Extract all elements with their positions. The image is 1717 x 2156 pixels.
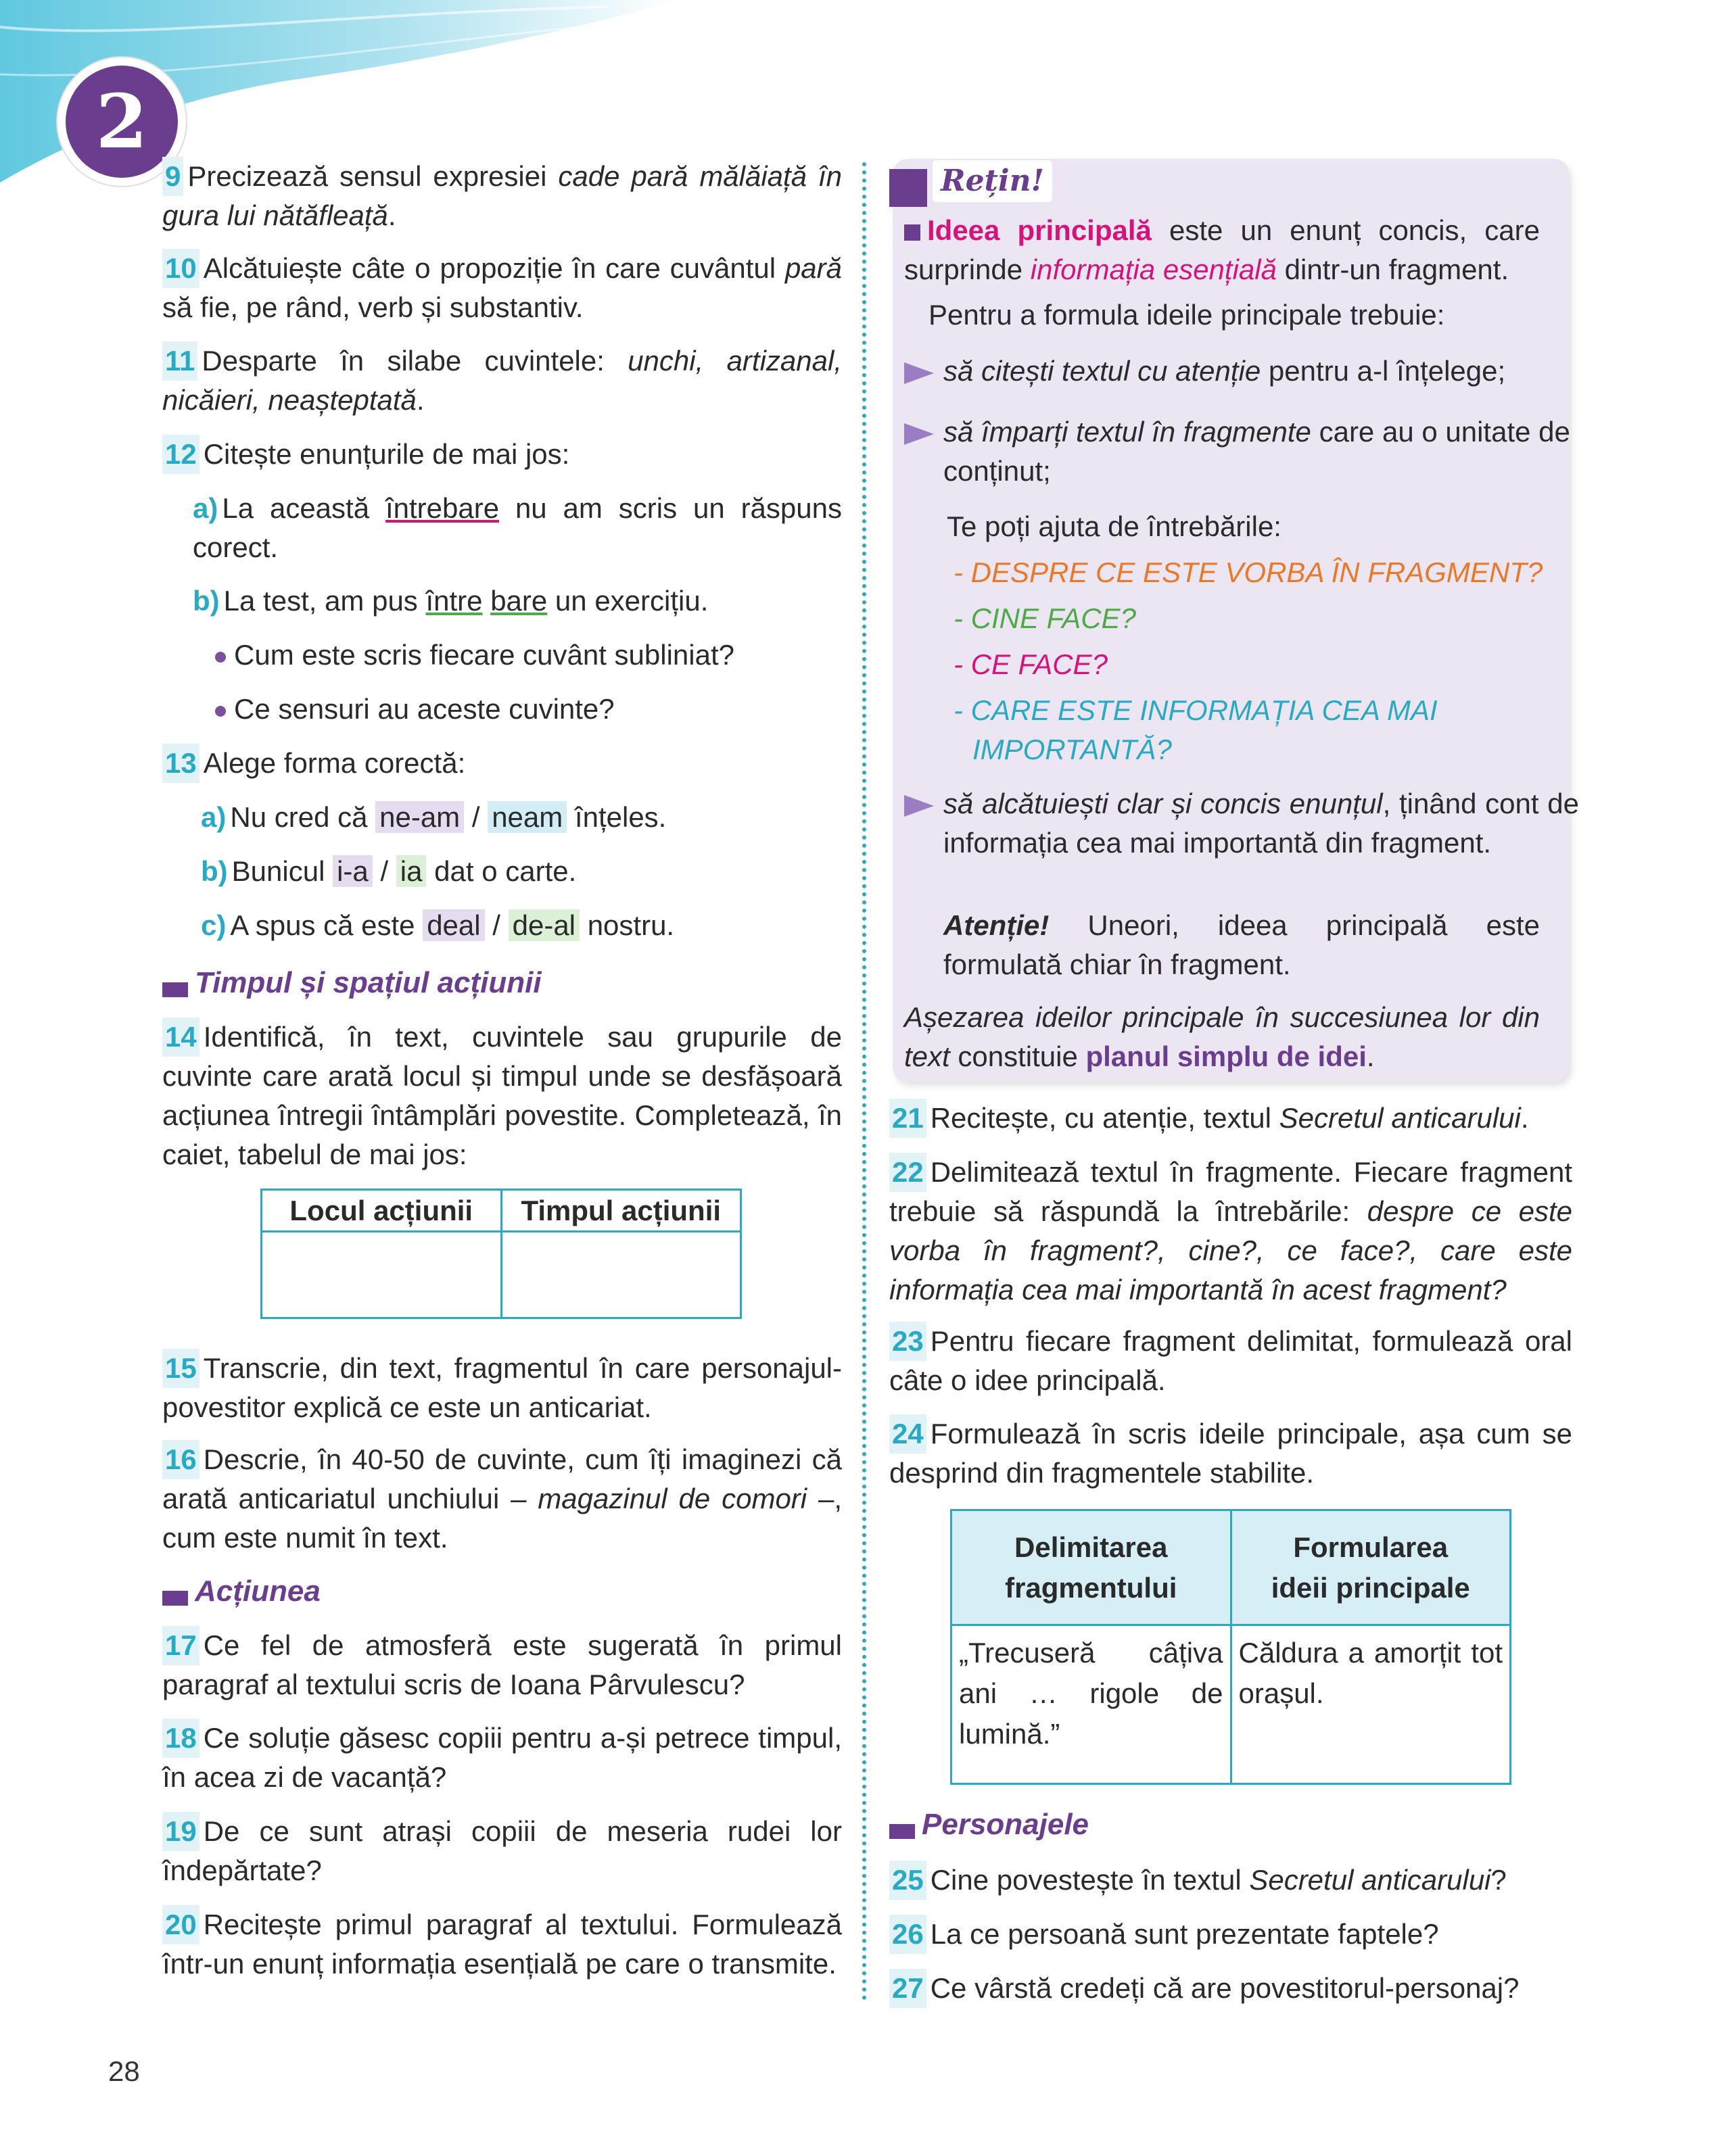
question-10: 10 Alcătuiește câte o propoziție în care cuvântul pară să fie, pe rând, verb și substantiv. [162, 249, 842, 327]
section-heading-action: Acțiunea [162, 1572, 839, 1618]
retin-step-2: să împarți textul în fragmente care au o unitate de conținut; [904, 412, 1579, 491]
question-21: 21 Recitește, cu atenție, textul Secretul anticarului. [889, 1099, 1572, 1138]
retin-question-b: - CINE FACE? [954, 602, 1136, 634]
retin-step-3: să alcătuiești clar și concis enunțul, ținând cont de informația cea mai importantă din fragment. [904, 784, 1579, 863]
question-12-b: b) La test, am pus între bare un exercițiu. [193, 585, 709, 617]
question-13-b: b) Bunicul i-a / ia dat o carte. [201, 855, 577, 887]
table-header-place: Locul acțiunii [262, 1190, 502, 1232]
question-22: 22 Delimitează textul în fragmente. Fiecare fragment trebuie să răspundă la întrebările: despre ce este vorba în fragment?, cine?, ce face?, care este informația cea mai importantă în acest fragment? [889, 1153, 1572, 1310]
question-13: 13 Alege forma corectă: [162, 744, 842, 783]
question-26: 26 La ce persoană sunt prezentate faptele? [889, 1915, 1572, 1954]
question-16: 16 Descrie, în 40-50 de cuvinte, cum îți imaginezi că arată anticariatul unchiului – magazinul de comori –, cum este numit în text. [162, 1440, 842, 1558]
question-20: 20 Recitește primul paragraf al textului. Formulează într-un enunț informația esențială pe care o transmite. [162, 1905, 842, 1984]
question-12-a: a) La această întrebare nu am scris un răspuns corect. [193, 492, 842, 563]
retin-help: Te poți ajuta de întrebările: [947, 510, 1281, 542]
table-cell-time [501, 1232, 741, 1318]
question-11: 11 Desparte în silabe cuvintele: unchi, artizanal, nicăieri, neașteptată. [162, 341, 842, 420]
retin-final: Așezarea ideilor principale în succesiunea lor din text constituie planul simplu de idei. [904, 1001, 1540, 1072]
question-12-bullet-1: Cum este scris fiecare cuvânt subliniat? [215, 636, 824, 675]
table-header-time: Timpul acțiunii [501, 1190, 741, 1232]
question-12: 12 Citește enunțurile de mai jos: [162, 435, 842, 474]
question-17: 17 Ce fel de atmosferă este sugerată în primul paragraf al textului scris de Ioana Pârvulescu? [162, 1626, 842, 1704]
column-divider [862, 162, 866, 2001]
question-23: 23 Pentru fiecare fragment delimitat, formulează oral câte o idee principală. [889, 1322, 1572, 1400]
table-header-formulation: Formularea ideii principale [1231, 1510, 1511, 1625]
question-24: 24 Formulează în scris ideile principale, așa cum se desprind din fragmentele stabilite. [889, 1414, 1572, 1493]
chapter-number: 2 [95, 78, 148, 165]
question-9: 9 Precizează sensul expresiei cade pară mălăiață în gura lui nătăfleață. [162, 157, 842, 235]
question-12-bullet-2: Ce sensuri au aceste cuvinte? [215, 690, 824, 729]
page-number: 28 [108, 2055, 140, 2087]
question-13-c: c) A spus că este deal / de-al nostru. [201, 909, 675, 941]
section-heading-characters: Personajele [889, 1805, 1566, 1851]
retin-atentie: Atenție! Uneori, ideea principală este formulată chiar în fragment. [943, 909, 1540, 980]
retin-step-1: să citești textul cu atenție pentru a-l înțelege; [904, 352, 1540, 391]
retin-instruction: Pentru a formula ideile principale trebuie: [928, 299, 1445, 331]
question-13-a: a) Nu cred că ne-am / neam înțeles. [201, 801, 667, 833]
retin-question-d: - CARE ESTE INFORMAȚIA CEA MAI IMPORTANTĂ? [954, 694, 1438, 765]
table-place-time [260, 1189, 742, 1319]
retin-main-idea: Ideea principală este un enunț concis, care surprinde informația esențială dintr-un fragment. [904, 214, 1540, 285]
question-25: 25 Cine povestește în textul Secretul anticarului? [889, 1861, 1572, 1900]
question-18: 18 Ce soluție găsesc copiii pentru a-și petrece timpul, în acea zi de vacanță? [162, 1719, 842, 1797]
table-header-delimitation: Delimitarea fragmentului [951, 1510, 1231, 1625]
table-cell-fragment: „Trecuseră câțiva ani … rigole de lumină.” [951, 1625, 1231, 1784]
question-27: 27 Ce vârstă credeți că are povestitorul-personaj? [889, 1969, 1572, 2008]
section-heading-time-space: Timpul și spațiul acțiunii [162, 963, 839, 1009]
retin-question-a: - DESPRE CE ESTE VORBA ÎN FRAGMENT? [954, 556, 1543, 588]
question-19: 19 De ce sunt atrași copiii de meseria rudei lor îndepărtate? [162, 1812, 842, 1890]
question-15: 15 Transcrie, din text, fragmentul în care personajul-povestitor explică ce este un anticariat. [162, 1349, 842, 1427]
table-cell-idea: Căldura a amorțit tot orașul. [1231, 1625, 1511, 1784]
table-cell-place [262, 1232, 502, 1318]
retin-question-c: - CE FACE? [954, 648, 1108, 680]
table-fragments-ideas [950, 1509, 1511, 1785]
question-14: 14 Identifică, în text, cuvintele sau grupurile de cuvinte care arată locul și timpul unde se desfășoară acțiunea întregii întâmplări povestite. Completează, în caiet, tabelul de mai jos: [162, 1017, 842, 1174]
retin-title: Rețin! [889, 160, 1052, 209]
